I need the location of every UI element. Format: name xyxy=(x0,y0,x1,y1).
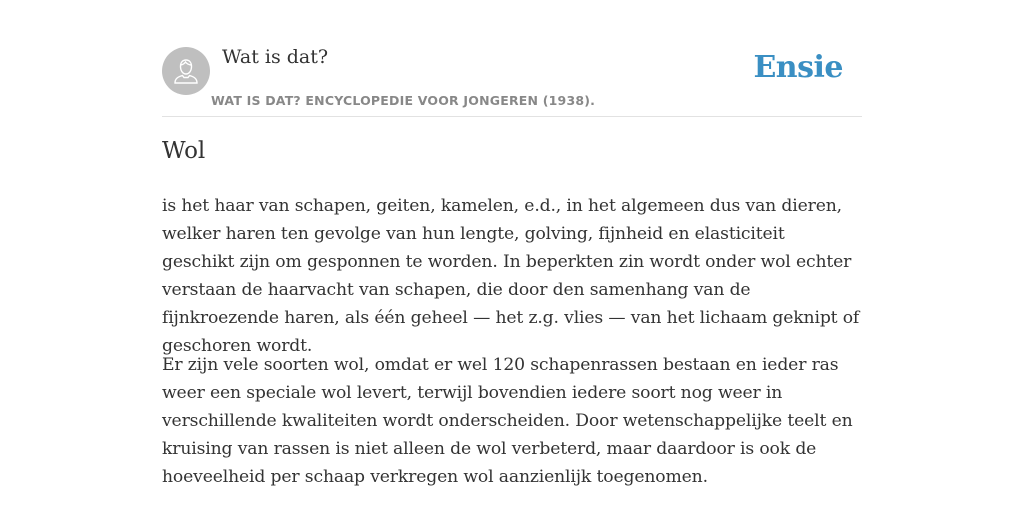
source-avatar[interactable] xyxy=(162,47,210,95)
brand-logo[interactable]: Ensie xyxy=(753,50,843,85)
source-header xyxy=(162,44,862,117)
source-subtitle: WAT IS DAT? ENCYCLOPEDIE VOOR JONGEREN (1938). xyxy=(211,93,596,108)
source-title[interactable]: Wat is dat? xyxy=(222,46,329,68)
user-icon xyxy=(162,47,210,95)
article-container xyxy=(162,0,862,512)
entry-paragraph: Er zijn vele soorten wol, omdat er wel 120 schapenrassen bestaan en ieder ras weer een speciale wol levert, terwijl bovendien iedere soort nog weer in verschillende kwaliteiten wordt onderscheiden. Door wetenschappelijke teelt en kruising van rassen is niet alleen de wol verbeterd, maar daardoor is ook de hoeveelheid per schaap verkregen wol aanzienlijk toegenomen. xyxy=(162,355,853,487)
entry-title: Wol xyxy=(162,138,206,164)
entry-paragraph: is het haar van schapen, geiten, kamelen, e.d., in het algemeen dus van dieren, welker haren ten gevolge van hun lengte, golving, fijnheid en elasticiteit geschikt zijn om gesponnen te worden. In beperkten zin wordt onder wol echter verstaan de haarvacht van schapen, die door den samenhang van de fijnkroezende haren, als één geheel — het z.g. vlies — van het lichaam geknipt of geschoren wordt. xyxy=(162,196,860,356)
